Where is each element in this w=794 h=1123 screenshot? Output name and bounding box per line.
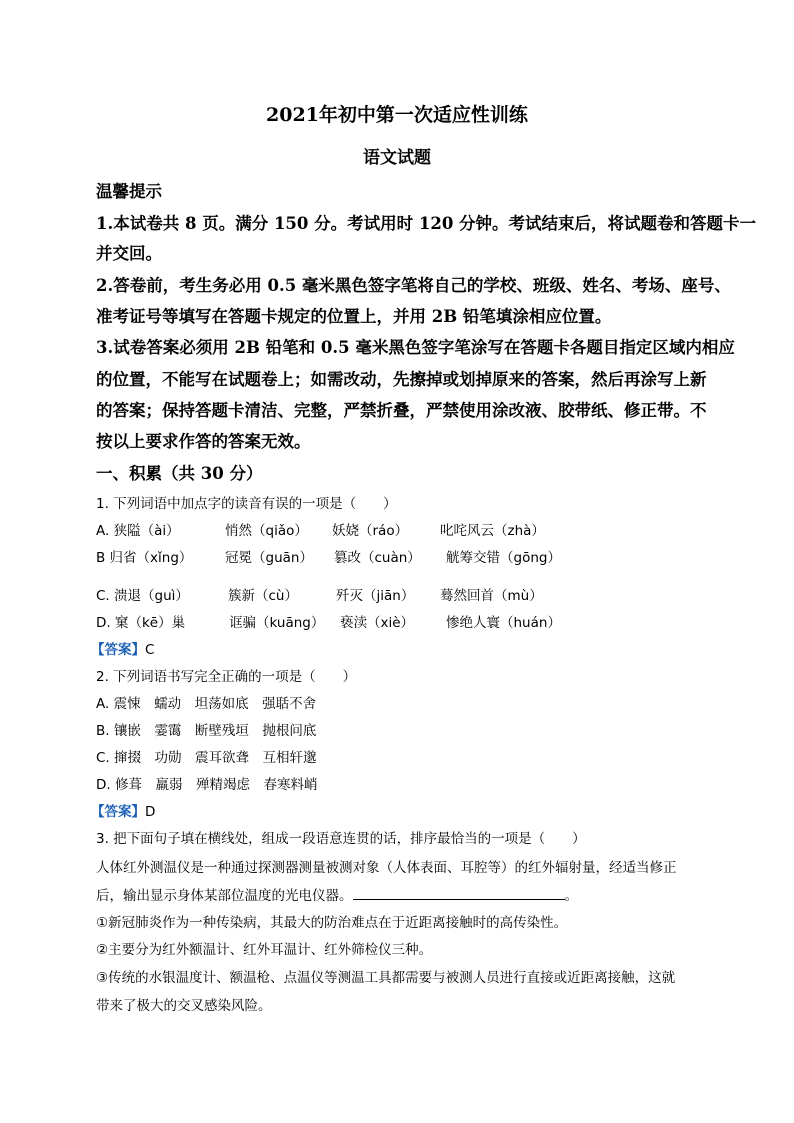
q2-option: D. 修葺 羸弱 殚精竭虑 春寒料峭 xyxy=(96,777,318,793)
tips-line: 1.本试卷共 8 页。满分 150 分。考试用时 120 分钟。考试结束后，将试题卷和答题卡一 xyxy=(96,214,757,233)
exam-subtitle: 语文试题 xyxy=(363,148,431,168)
q1-stem: 1. 下列词语中加点字的读音有误的一项是（ ） xyxy=(96,496,397,512)
q2-option: A. 震悚 蠕动 坦荡如底 强聒不舍 xyxy=(96,696,317,712)
q1-option-a-4: 叱咤风云（zhà） xyxy=(440,523,545,539)
q1-option-c-3: 歼灭（jiān） xyxy=(336,588,415,604)
q1-option-c-4: 蓦然回首（mù） xyxy=(440,588,543,604)
answer-value: C xyxy=(145,642,155,658)
q2-option: B. 镶嵌 霎霭 断壁残垣 抛根问底 xyxy=(96,723,317,739)
q2-stem: 2. 下列词语书写完全正确的一项是（ ） xyxy=(96,669,357,685)
q3-paragraph-end: 。 xyxy=(564,888,578,904)
fill-blank-line xyxy=(353,886,565,900)
answer-label: 【答案】 xyxy=(91,642,145,658)
q3-paragraph-line: 人体红外测温仪是一种通过探测器测量被测对象（人体表面、耳腔等）的红外辐射量，经适当修正 xyxy=(96,860,677,876)
tips-line: 3.试卷答案必须用 2B 铅笔和 0.5 毫米黑色签字笔涂写在答题卡各题目指定区域内相应 xyxy=(96,338,735,357)
q2-answer xyxy=(91,800,155,820)
q3-item: ③传统的水银温度计、额温枪、点温仪等测温工具都需要与被测人员进行直接或近距离接触，这就 xyxy=(96,970,676,986)
tips-line: 并交回。 xyxy=(96,244,162,263)
q1-option-b-3: 篡改（cuàn） xyxy=(334,550,421,566)
q3-item: 带来了极大的交叉感染风险。 xyxy=(96,998,272,1014)
tips-line: 准考证号等填写在答题卡规定的位置上，并用 2B 铅笔填涂相应位置。 xyxy=(96,307,612,326)
tips-heading: 温馨提示 xyxy=(96,182,162,201)
q1-answer xyxy=(91,638,154,658)
exam-title: 2021年初中第一次适应性训练 xyxy=(266,104,528,126)
q1-option-b-2: 冠冕（guān） xyxy=(225,550,313,566)
q1-option-c-2: 簇新（cù） xyxy=(228,588,298,604)
q1-option-a-3: 妖娆（ráo） xyxy=(332,523,409,539)
q3-paragraph-text: 后，输出显示身体某部位温度的光电仪器。 xyxy=(96,888,353,904)
q1-option-d-2: 诓骗（kuāng） xyxy=(229,615,325,631)
section-heading: 一、积累（共 30 分） xyxy=(96,464,263,483)
q1-option-a-1: A. 狭隘（ài） xyxy=(96,523,180,539)
answer-label: 【答案】 xyxy=(91,804,145,820)
tips-line: 的位置，不能写在试题卷上；如需改动，先擦掉或划掉原来的答案，然后再涂写上新 xyxy=(96,370,707,389)
answer-value: D xyxy=(145,804,156,820)
q1-option-a-2: 悄然（qiǎo） xyxy=(225,523,308,539)
q3-item: ①新冠肺炎作为一种传染病，其最大的防治难点在于近距离接触时的高传染性。 xyxy=(96,915,568,931)
q1-option-b-1: B 归省（xǐng） xyxy=(96,550,193,566)
tips-line: 的答案；保持答题卡清洁、完整，严禁折叠，严禁使用涂改液、胶带纸、修正带。不 xyxy=(96,401,707,420)
q1-option-d-4: 惨绝人寰（huán） xyxy=(446,615,561,631)
q3-stem: 3. 把下面句子填在横线处，组成一段语意连贯的话，排序最恰当的一项是（ ） xyxy=(96,831,586,847)
q1-option-d-3: 亵渎（xiè） xyxy=(340,615,415,631)
q1-option-b-4: 觥筹交错（gōng） xyxy=(446,550,561,566)
tips-line: 按以上要求作答的答案无效。 xyxy=(96,432,311,451)
tips-line: 2.答卷前，考生务必用 0.5 毫米黑色签字笔将自己的学校、班级、姓名、考场、座号、 xyxy=(96,276,731,295)
q3-paragraph-line xyxy=(96,884,578,904)
q1-option-d-1: D. 窠（kē）巢 xyxy=(96,615,186,631)
q2-option: C. 撺掇 功勋 震耳欲聋 互相轩邈 xyxy=(96,750,317,766)
q3-item: ②主要分为红外额温计、红外耳温计、红外筛检仪三种。 xyxy=(96,942,433,958)
q1-option-c-1: C. 溃退（guì） xyxy=(96,588,189,604)
